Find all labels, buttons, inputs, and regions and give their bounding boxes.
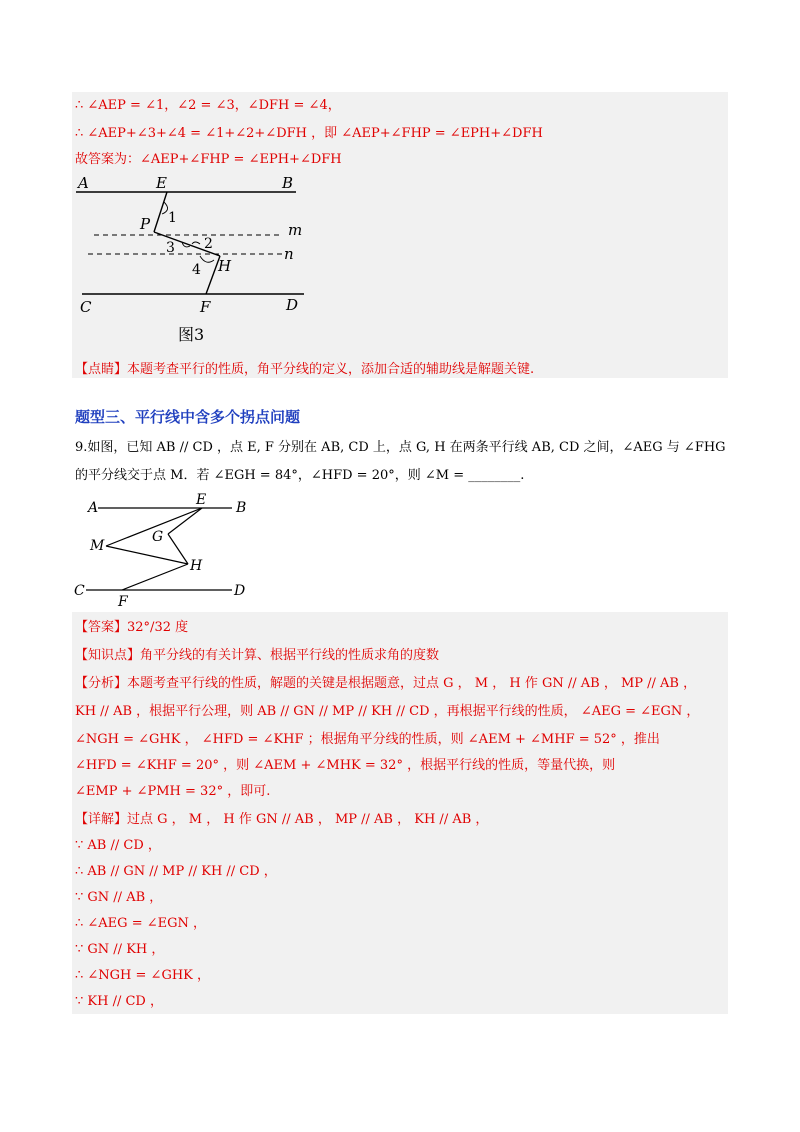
tip-line (75, 360, 534, 380)
answer-text: 32°/32 度 (127, 620, 189, 635)
problem-line-1: 9.如图，已知 AB // CD ，点 E, F 分别在 AB, CD 上，点 G, H 在两条平行线 AB, CD 之间，∠AEG 与 ∠FHG (75, 440, 726, 455)
fig9-label-G: G (152, 529, 164, 545)
analysis-text-1: 本题考查平行线的性质，解题的关键是根据题意，过点 G ， M ， H 作 GN // AB ， MP // AB ， (127, 676, 697, 691)
answer-line (75, 618, 188, 638)
fig3-label-4: 4 (192, 262, 201, 278)
figure-9-diagram (72, 490, 262, 610)
knowledge-line (75, 646, 439, 666)
fig3-label-B: B (282, 174, 294, 192)
fig9-label-C: C (74, 583, 85, 599)
fig3-label-n: n (284, 245, 294, 263)
fig9-label-B: B (236, 500, 247, 516)
detail-line-4: ∵ GN // AB ， (75, 890, 163, 905)
analysis-line-3: ∠NGH = ∠GHK ， ∠HFD = ∠KHF ；根据角平分线的性质，则 ∠AEM + ∠MHF = 52° ，推出 (75, 732, 660, 747)
figure-3-caption: 图3 (178, 325, 205, 344)
detail-line-2: ∵ AB // CD ， (75, 838, 161, 853)
top-line-1: ∴ ∠AEP = ∠1，∠2 = ∠3，∠DFH = ∠4， (75, 98, 341, 113)
detail-line-1 (75, 810, 488, 830)
fig9-label-H: H (190, 558, 203, 574)
detail-line-3: ∴ AB // GN // MP // KH // CD ， (75, 864, 277, 879)
knowledge-tag: 【知识点】 (75, 648, 141, 663)
fig3-label-F: F (200, 298, 211, 316)
knowledge-text: 角平分线的有关计算、根据平行线的性质求角的度数 (140, 648, 440, 663)
top-line-3 (75, 150, 342, 170)
analysis-line-5: ∠EMP + ∠PMH = 32° ，即可. (75, 784, 271, 799)
detail-tag: 【详解】 (75, 812, 128, 827)
detail-line-7: ∴ ∠NGH = ∠GHK ， (75, 968, 211, 983)
tip-text: 本题考查平行的性质，角平分线的定义，添加合适的辅助线是解题关键. (127, 362, 535, 377)
fig9-label-E: E (196, 492, 207, 508)
fig3-label-D: D (286, 296, 299, 314)
analysis-tag: 【分析】 (75, 676, 128, 691)
problem-line-2: 的平分线交于点 M．若 ∠EGH = 84°，∠HFD = 20°，则 ∠M = ________. (75, 468, 525, 483)
fig3-label-2: 2 (204, 236, 213, 252)
fig9-label-F: F (118, 594, 128, 610)
fig3-label-E: E (156, 174, 167, 192)
fig3-label-1: 1 (168, 210, 177, 226)
fig9-label-D: D (234, 583, 246, 599)
detail-line-5: ∴ ∠AEG = ∠EGN ， (75, 916, 206, 931)
answer-prefix: 故答案为： (75, 152, 141, 167)
fig9-label-M: M (90, 538, 105, 554)
analysis-line-4: ∠HFD = ∠KHF = 20° ，则 ∠AEM + ∠MHK = 32° ，根据平行线的性质，等量代换，则 (75, 758, 616, 773)
answer-equation: ∠AEP+∠FHP = ∠EPH+∠DFH (140, 152, 342, 167)
analysis-line-1 (75, 674, 696, 694)
analysis-line-2: KH // AB ，根据平行公理，则 AB // GN // MP // KH // CD ，再根据平行线的性质， ∠AEG = ∠EGN ， (75, 704, 700, 719)
tip-tag: 【点睛】 (75, 362, 128, 377)
detail-text-1: 过点 G ， M ， H 作 GN // AB ， MP // AB ， KH // AB ， (127, 812, 489, 827)
fig9-label-A: A (88, 500, 99, 516)
detail-line-8: ∵ KH // CD ， (75, 994, 163, 1009)
section-heading: 题型三、平行线中含多个拐点问题 (75, 408, 301, 426)
detail-line-6: ∵ GN // KH ， (75, 942, 165, 957)
fig3-label-3: 3 (166, 240, 175, 256)
fig3-label-C: C (80, 298, 92, 316)
fig3-label-P: P (140, 215, 151, 233)
fig3-label-H: H (218, 257, 232, 275)
top-line-2: ∴ ∠AEP+∠3+∠4 = ∠1+∠2+∠DFH ，即 ∠AEP+∠FHP = ∠EPH+∠DFH (75, 126, 543, 141)
answer-tag: 【答案】 (75, 620, 128, 635)
fig3-label-A: A (78, 174, 89, 192)
fig3-label-m: m (288, 221, 303, 239)
figure-3-diagram (72, 172, 322, 322)
